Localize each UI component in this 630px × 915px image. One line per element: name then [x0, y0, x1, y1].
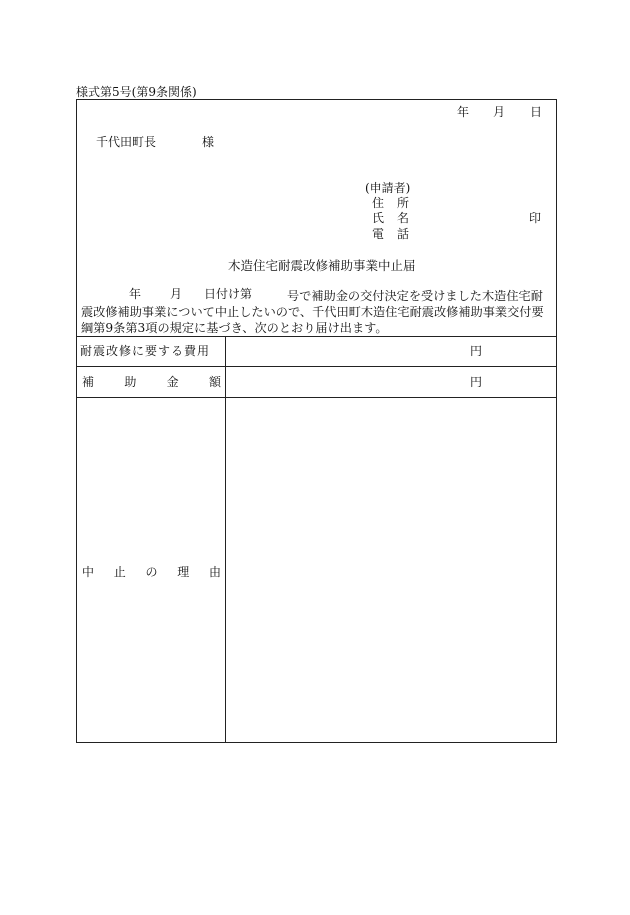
row-label-subsidy-amount-char-1: 補: [82, 375, 95, 389]
row-label-reason-char-1: 中: [82, 565, 95, 579]
body-paragraph: 号で補助金の交付決定を受けました木造住宅耐震改修補助事業について中止したいので、千代田町木造住宅耐震改修補助事業交付要綱第9条第3項の規定に基づき、次のとおり届け出ます。: [81, 289, 544, 335]
table-row-divider-1: [77, 366, 556, 367]
body-date-prefix: 日付け第: [204, 287, 253, 301]
cancellation-reason-field[interactable]: [225, 398, 556, 742]
addressee-honorific: 様: [202, 135, 215, 149]
name-label-char-2: 名: [397, 211, 410, 225]
row-label-renovation-cost: 耐震改修に要する費用: [80, 344, 211, 358]
table-top-border: [77, 336, 556, 337]
seal-mark: 印: [529, 211, 542, 225]
row-label-reason-char-2: 止: [113, 565, 126, 579]
address-label-char-2: 所: [397, 196, 410, 210]
applicant-heading: (申請者): [365, 181, 411, 195]
row-label-reason-char-5: 由: [208, 565, 221, 579]
row-label-subsidy-amount-char-4: 額: [208, 375, 221, 389]
document-title: 木造住宅耐震改修補助事業中止届: [228, 258, 416, 273]
name-label-char-1: 氏: [372, 211, 385, 225]
date-day-label: 日: [530, 105, 543, 119]
row-label-subsidy-amount: [80, 376, 224, 388]
date-month-label: 月: [493, 105, 506, 119]
row-label-reason-char-3: の: [145, 565, 158, 579]
body-year-label: 年: [129, 287, 142, 301]
row-label-cancellation-reason: [80, 566, 224, 578]
body-month-label: 月: [170, 287, 183, 301]
row-label-reason-char-4: 理: [177, 565, 190, 579]
form-number: 様式第5号(第9条関係): [76, 85, 197, 99]
row-label-subsidy-amount-char-3: 金: [166, 375, 179, 389]
row-value-subsidy-amount-unit: 円: [470, 375, 483, 389]
addressee-name: 千代田町長: [96, 135, 157, 149]
row-label-subsidy-amount-char-2: 助: [124, 375, 137, 389]
phone-label-char-2: 話: [397, 227, 410, 241]
date-year-label: 年: [457, 105, 470, 119]
row-value-renovation-cost-unit: 円: [470, 344, 483, 358]
phone-label-char-1: 電: [372, 227, 385, 241]
address-label-char-1: 住: [372, 196, 385, 210]
